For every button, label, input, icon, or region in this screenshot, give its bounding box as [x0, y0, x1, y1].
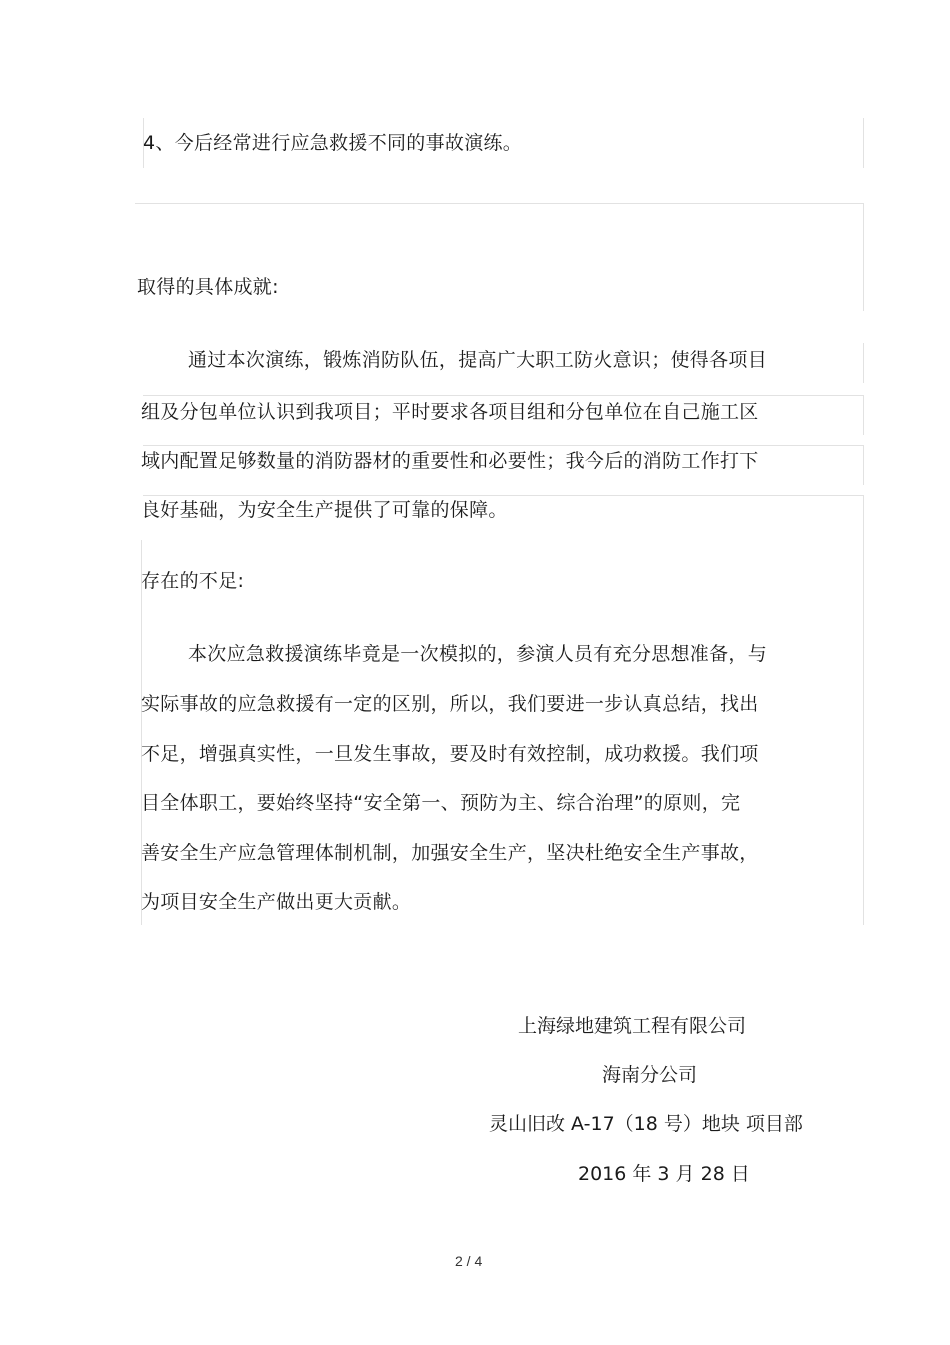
page-number: 2 / 4	[455, 1253, 483, 1269]
shortcomings-line: 实际事故的应急救援有一定的区别，所以，我们要进一步认真总结，找出	[141, 693, 759, 715]
achievements-heading: 取得的具体成就:	[137, 276, 279, 298]
signature-branch: 海南分公司	[602, 1064, 698, 1086]
frame-rule	[143, 395, 864, 396]
frame-rule	[141, 540, 142, 925]
shortcomings-heading: 存在的不足:	[141, 570, 245, 592]
frame-rule	[863, 118, 864, 168]
frame-rule	[143, 445, 864, 446]
achievements-line: 通过本次演练，锻炼消防队伍，提高广大职工防火意识；使得各项目	[188, 349, 768, 371]
shortcomings-line: 为项目安全生产做出更大贡献。	[141, 891, 412, 913]
frame-rule	[863, 395, 864, 435]
frame-rule	[863, 343, 864, 383]
achievements-line: 良好基础，为安全生产提供了可靠的保障。	[141, 499, 508, 521]
frame-rule	[143, 495, 864, 496]
signature-project: 灵山旧改 A-17（18 号）地块 项目部	[489, 1113, 803, 1135]
signature-date: 2016 年 3 月 28 日	[578, 1163, 750, 1185]
shortcomings-line: 不足，增强真实性，一旦发生事故，要及时有效控制，成功救援。我们项	[141, 743, 759, 765]
shortcomings-line: 本次应急救援演练毕竟是一次模拟的，参演人员有充分思想准备，与	[188, 643, 768, 665]
achievements-line: 域内配置足够数量的消防器材的重要性和必要性；我今后的消防工作打下	[141, 450, 759, 472]
shortcomings-line: 善安全生产应急管理体制机制，加强安全生产，坚决杜绝安全生产事故，	[141, 842, 759, 864]
frame-rule	[863, 495, 864, 925]
shortcomings-line: 目全体职工，要始终坚持“安全第一、预防为主、综合治理”的原则，完	[141, 792, 741, 814]
signature-company: 上海绿地建筑工程有限公司	[518, 1015, 747, 1037]
frame-rule	[135, 203, 864, 204]
frame-rule	[863, 203, 864, 311]
list-item-4: 4、今后经常进行应急救援不同的事故演练。	[143, 132, 523, 154]
achievements-line: 组及分包单位认识到我项目；平时要求各项目组和分包单位在自己施工区	[141, 401, 759, 423]
frame-rule	[863, 445, 864, 485]
